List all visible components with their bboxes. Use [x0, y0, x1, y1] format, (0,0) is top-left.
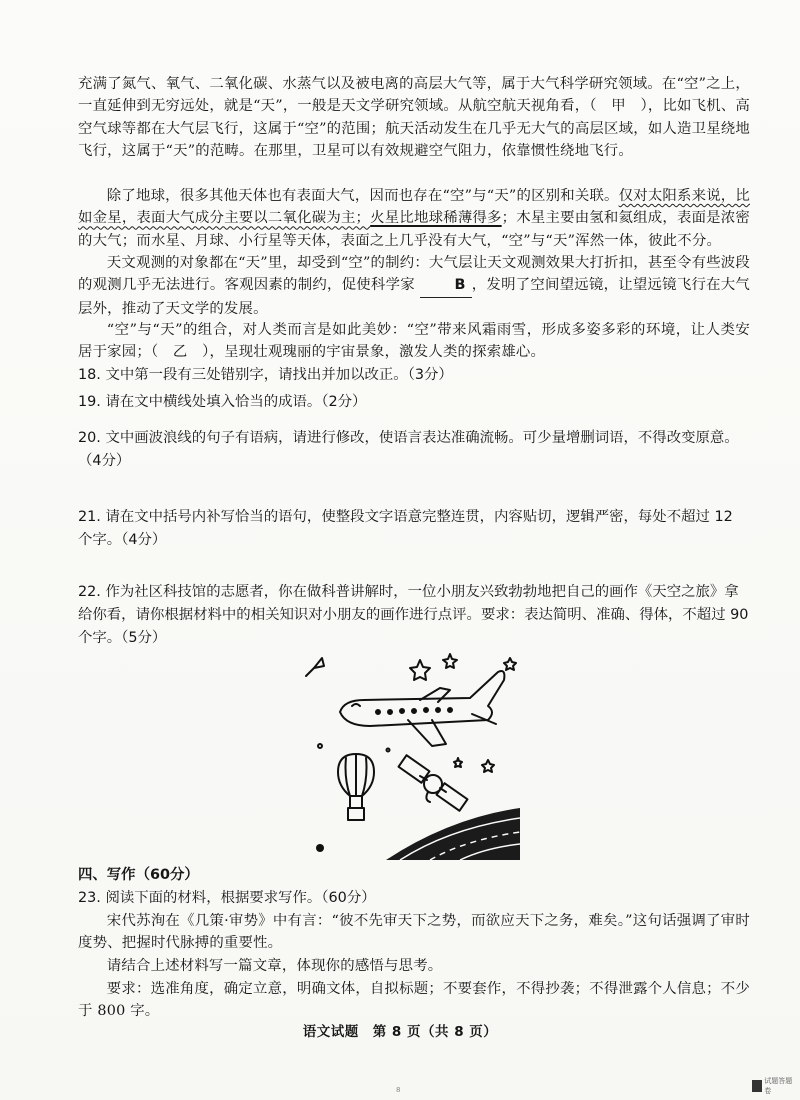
writing-material: 宋代苏洵在《几策·审势》中有言：“彼不先审天下之势，而欲应天下之务，难矣。”这句话强调了审时度势、把握时代脉搏的重要性。 [78, 913, 750, 952]
passage-text: ；木星主要由氢和氦组成，表面是浓密的大气；而水星、月球、小行星等天体，表面之上几乎没有大气，“空”与“天”浑然一体，彼此不分。 [78, 210, 750, 249]
section-heading-writing: 四、写作（60分） [78, 867, 199, 883]
airplane-icon [340, 671, 504, 746]
writing-requirements: 要求：选准角度，确定立意，明确文体，自拟标题；不要套作，不得抄袭；不得泄露个人信息；不少于 800 字。 [78, 981, 750, 1020]
question-21: 21. 请在文中括号内补写恰当的语句，使整段文字语意完整连贯，内容贴切，逻辑严密，每处不超过 12 个字。（4分） [78, 509, 733, 548]
planet-dot [316, 844, 324, 852]
hot-air-balloon-icon [338, 754, 374, 820]
star-icon [504, 658, 516, 670]
watermark [752, 1079, 794, 1093]
qr-code-icon [752, 1080, 762, 1092]
underlined-phrase: 火星比地球稀薄得多 [370, 210, 502, 227]
page-number-dot: 8 [396, 1086, 401, 1094]
passage-text: 除了地球，很多其他天体也有表面大气，因而也存在“空”与“天”的区别和关联。 [106, 188, 619, 204]
passage-text: 充满了氮气、氧气、二氧化碳、水蒸气以及被电离的高层大气等，属于大气科学研究领域。在“空”之上，一直延伸到无穷远处，就是“天”，一般是天文学研究领域。从航空航天视角看，（ 甲 ），比如飞机、高空气球等都在大气层飞行，这属于“空”的范围；航天活动发生在几乎无大气的高层区域，如人造卫星绕地飞行，这属于“天”的范畴。在那里，卫星可以有效规避空气阻力，依靠惯性绕地飞行。 [78, 76, 750, 160]
question-22: 22. 作为社区科技馆的志愿者，你在做科普讲解时，一位小朋友兴致勃勃地把自己的画作《天空之旅》拿给你看，请你根据材料中的相关知识对小朋友的画作进行点评。要求：表达简明、准确、得体，不超过 90 个字。（5分） [78, 584, 749, 646]
question-20: 20. 文中画波浪线的句子有语病，请进行修改，使语言表达准确流畅。可少量增删词语，不得改变原意。（4分） [78, 430, 739, 469]
star-icon [454, 758, 462, 767]
passage-paragraph-4 [78, 319, 750, 364]
question-18: 18. 文中第一段有三处错别字，请找出并加以改正。（3分） [78, 367, 453, 383]
question-19: 19. 请在文中横线处填入恰当的成语。（2分） [78, 394, 367, 410]
passage-text: ，发明了空间望远镜，让望远镜飞行在大气层外，推动了天文学的发展。 [78, 277, 750, 317]
shooting-star-icon [314, 658, 324, 668]
earth-icon [386, 808, 520, 860]
wavy-underlined-sentence: 仅对太阳系来说，比如金星，表面大气成分主要以二氧化碳为主； [78, 188, 750, 227]
passage-text: “空”与“天”的组合，对人类而言是如此美妙：“空”带来风霜雨雪，形成多姿多彩的环境，让人类安居于家园；（ 乙 ），呈现壮观瑰丽的宇宙景象，激发人类的探索雄心。 [78, 322, 750, 361]
passage-text: 天文观测的对象都在“天”里，却受到“空”的制约：大气层让天文观测效果大打折扣，甚至令有些波段的观测几乎无法进行。客观因素的制约，促使科学家 [78, 255, 750, 294]
star-icon [410, 660, 430, 680]
passage-paragraph-2 [78, 185, 750, 252]
star-icon [318, 744, 322, 748]
watermark-text: 试题答题卷 [764, 1077, 793, 1095]
fill-blank: B [420, 274, 472, 297]
passage-paragraph-3 [78, 252, 750, 320]
passage-paragraph-1 [78, 73, 750, 163]
star-icon [443, 654, 457, 668]
satellite-icon [399, 755, 468, 811]
page-footer: 语文试题 第 8 页（共 8 页） [302, 1024, 498, 1040]
question-23: 23. 阅读下面的材料，根据要求写作。（60分） [78, 890, 376, 906]
writing-task: 请结合上述材料写一篇文章，体现你的感悟与思考。 [106, 958, 443, 974]
child-drawing-figure [300, 650, 520, 860]
star-icon [482, 760, 494, 772]
